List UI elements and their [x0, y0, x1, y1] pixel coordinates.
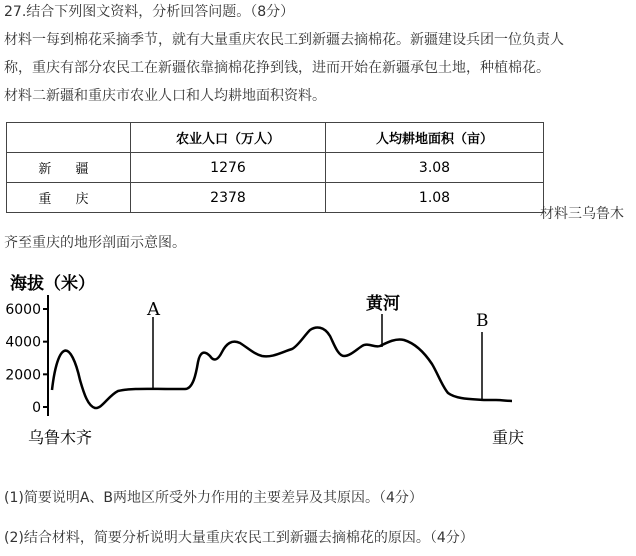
- table-row-header: 重 庆: [7, 183, 131, 213]
- material3-text-part1: 材料三乌鲁木: [540, 206, 624, 222]
- table-cell: 2378: [131, 183, 326, 213]
- y-axis-label: 海拔（米）: [10, 274, 95, 294]
- table-header-cell: 人均耕地面积（亩）: [326, 123, 544, 153]
- table-header-cell: [7, 123, 131, 153]
- material1-line1: 材料一每到棉花采摘季节，就有大量重庆农民工到新疆去摘棉花。新疆建设兵团一位负责人: [4, 32, 564, 48]
- table-cell: 3.08: [326, 153, 544, 183]
- marker-b-label: B: [476, 311, 489, 331]
- table-row: [7, 183, 544, 213]
- data-table: [6, 122, 544, 213]
- table-header-cell: 农业人口（万人）: [131, 123, 326, 153]
- table-cell: 1.08: [326, 183, 544, 213]
- material1-line2: 称，重庆有部分农民工在新疆依靠摘棉花挣到钱，进而开始在新疆承包土地，种植棉花。: [4, 60, 550, 76]
- end-location-label: 重庆: [492, 428, 525, 447]
- y-tick-label: 2000: [5, 367, 41, 384]
- question-1: (1)简要说明A、B两地区所受外力作用的主要差异及其原因。（4分）: [4, 490, 423, 506]
- terrain-profile-diagram: [0, 262, 530, 462]
- y-tick-label: 0: [32, 400, 41, 416]
- y-axis-ticks: [5, 302, 48, 416]
- question-2: (2)结合材料，简要分析说明大量重庆农民工到新疆去摘棉花的原因。（4分）: [4, 530, 474, 546]
- start-location-label: 乌鲁木齐: [28, 428, 93, 447]
- question-title: 27.结合下列图文资料，分析回答问题。（8分）: [4, 4, 295, 20]
- table-row-header: 新 疆: [7, 153, 131, 183]
- terrain-profile-line: [52, 328, 512, 409]
- yellow-river-label: 黄河: [366, 294, 400, 314]
- data-table-container: [6, 122, 544, 213]
- table-header-row: [7, 123, 544, 153]
- y-tick-label: 6000: [5, 302, 41, 318]
- table-cell: 1276: [131, 153, 326, 183]
- marker-a-label: A: [147, 299, 160, 320]
- table-row: [7, 153, 544, 183]
- y-tick-label: 4000: [5, 334, 41, 351]
- material2-text: 材料二新疆和重庆市农业人口和人均耕地面积资料。: [4, 88, 326, 104]
- material3-text-part2: 齐至重庆的地形剖面示意图。: [4, 235, 186, 251]
